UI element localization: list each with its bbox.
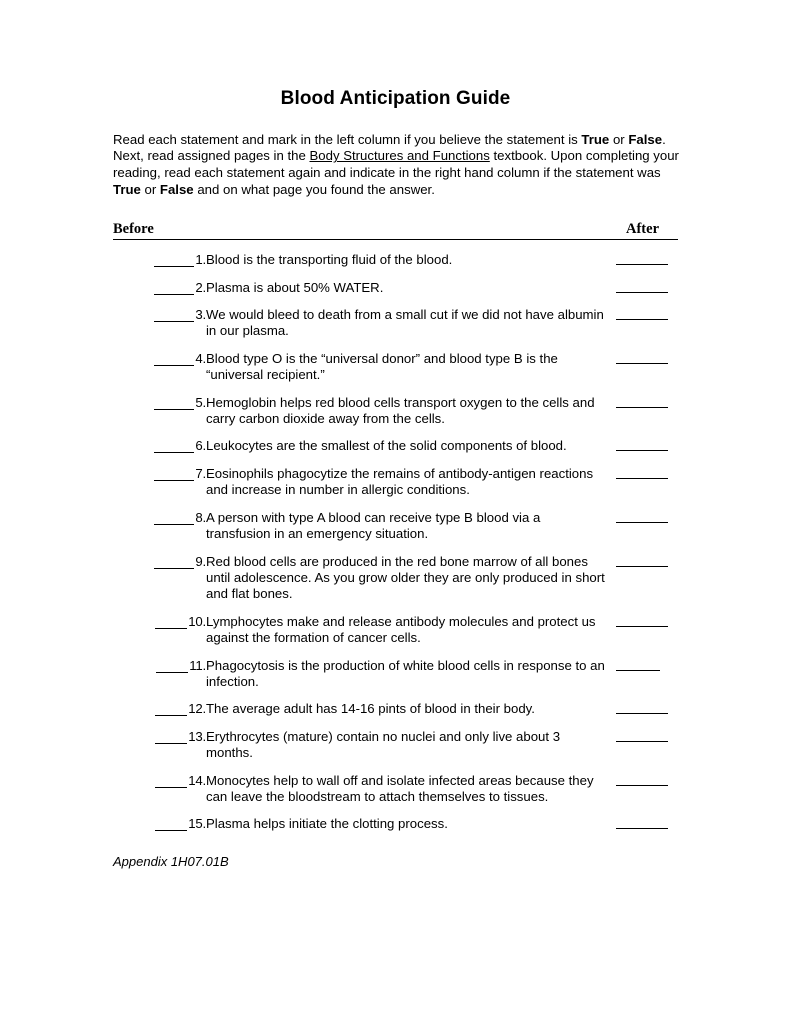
statement-text: Erythrocytes (mature) contain no nuclei and only live about 3 months. [206, 728, 561, 761]
item-number: 8. [195, 509, 206, 525]
page-content [113, 0, 678, 869]
before-answer-blank[interactable] [154, 310, 195, 322]
before-answer-blank[interactable] [154, 469, 195, 481]
after-answer-blank[interactable] [616, 363, 668, 364]
statement-text: Phagocytosis is the production of white blood cells in response to an infection. [206, 657, 605, 689]
table-row [113, 466, 678, 499]
appendix-footer: Appendix 1H07.01B [113, 853, 229, 869]
after-answer-cell[interactable] [616, 438, 678, 451]
before-answer-blank[interactable] [155, 732, 187, 744]
intro-text-5: or [140, 181, 160, 197]
statement-text: A person with type A blood can receive type B blood via a transfusion in an emergency situation. [206, 509, 541, 542]
statement-text: The average adult has 14-16 pints of blood in their body. [206, 701, 535, 717]
after-answer-cell[interactable] [616, 554, 678, 567]
after-answer-blank[interactable] [616, 670, 660, 671]
table-row [113, 729, 678, 762]
item-number: 5. [195, 394, 206, 410]
after-answer-blank[interactable] [616, 450, 668, 451]
intro-text-6: and on what page you found the answer. [193, 181, 435, 197]
after-answer-blank[interactable] [616, 292, 668, 293]
statement-text: Plasma helps initiate the clotting process. [206, 816, 448, 832]
after-answer-cell[interactable] [616, 701, 678, 714]
after-answer-blank[interactable] [616, 319, 668, 320]
before-answer-blank[interactable] [154, 255, 195, 267]
table-row [113, 351, 678, 384]
textbook-title: Body Structures and Functions [309, 148, 490, 164]
after-answer-blank[interactable] [616, 566, 668, 567]
intro-bold-false-1: False [628, 131, 663, 147]
after-answer-cell[interactable] [616, 395, 678, 408]
table-row [113, 280, 678, 296]
before-answer-blank[interactable] [154, 398, 195, 410]
intro-bold-true-2: True [113, 181, 141, 197]
item-number: 2. [195, 279, 206, 295]
before-answer-cell[interactable] [113, 252, 206, 268]
after-answer-blank[interactable] [616, 741, 668, 742]
item-number: 11. [189, 657, 206, 673]
before-answer-blank[interactable] [154, 441, 195, 453]
before-answer-cell[interactable] [113, 280, 206, 296]
after-answer-cell[interactable] [616, 252, 678, 265]
table-row [113, 773, 678, 806]
item-number: 1. [195, 252, 206, 268]
after-answer-cell[interactable] [616, 729, 678, 742]
statement-text: Leukocytes are the smallest of the solid components of blood. [206, 438, 567, 454]
intro-text-1: Read each statement and mark in the left column if you believe the statement is [113, 131, 582, 147]
after-answer-cell[interactable] [616, 614, 678, 627]
after-answer-cell[interactable] [616, 351, 678, 364]
statement-list [113, 252, 678, 833]
after-answer-cell[interactable] [616, 658, 678, 671]
before-answer-cell[interactable] [113, 395, 206, 411]
before-answer-cell[interactable] [113, 351, 206, 367]
after-answer-cell[interactable] [616, 816, 678, 829]
item-number: 4. [195, 350, 206, 366]
intro-text-2: or [609, 131, 629, 147]
statement-text: Hemoglobin helps red blood cells transport oxygen to the cells and carry carbon dioxide away from the cells. [206, 394, 595, 427]
statement-text: We would bleed to death from a small cut if we did not have albumin in our plasma. [206, 307, 604, 339]
after-answer-blank[interactable] [616, 478, 668, 479]
before-answer-cell[interactable] [113, 701, 206, 717]
before-answer-cell[interactable] [113, 466, 206, 482]
item-number: 14. [188, 772, 206, 788]
statement-text: Eosinophils phagocytize the remains of antibody-antigen reactions and increase in number in allergic conditions. [206, 465, 594, 498]
after-answer-cell[interactable] [616, 307, 678, 320]
before-answer-blank[interactable] [154, 283, 195, 295]
item-number: 15. [188, 816, 206, 832]
intro-bold-false-2: False [159, 181, 194, 197]
item-number: 13. [188, 728, 206, 744]
before-answer-cell[interactable] [113, 510, 206, 526]
after-answer-cell[interactable] [616, 773, 678, 786]
after-column-header: After [626, 221, 660, 238]
item-number: 7. [195, 465, 206, 481]
before-answer-cell[interactable] [113, 614, 206, 630]
before-answer-blank[interactable] [155, 776, 187, 788]
statement-text: Plasma is about 50% WATER. [206, 279, 384, 295]
before-answer-blank[interactable] [154, 513, 195, 525]
table-row [113, 395, 678, 428]
item-number: 6. [195, 438, 206, 454]
item-number: 12. [188, 701, 206, 717]
statement-text: Blood type O is the “universal donor” and blood type B is the “universal recipient.” [206, 350, 558, 383]
item-number: 9. [195, 553, 206, 569]
instructions-paragraph [113, 110, 680, 198]
table-row [113, 816, 678, 832]
before-answer-blank[interactable] [154, 557, 195, 569]
after-answer-blank[interactable] [616, 785, 668, 786]
before-answer-blank[interactable] [156, 661, 188, 673]
after-answer-cell[interactable] [616, 510, 678, 523]
intro-text-4: textbook. Upon completing your reading, read each statement again and indicate in the right hand column if the statement was [113, 148, 679, 181]
statement-text: Blood is the transporting fluid of the blood. [206, 252, 453, 268]
after-answer-blank[interactable] [616, 407, 668, 408]
before-answer-blank[interactable] [155, 819, 187, 831]
table-row [113, 554, 678, 603]
table-row [113, 658, 678, 691]
before-answer-cell[interactable] [113, 307, 206, 323]
column-header-row [113, 217, 678, 240]
before-answer-cell[interactable] [113, 729, 206, 745]
table-row [113, 614, 678, 647]
before-answer-cell[interactable] [113, 773, 206, 789]
after-answer-cell[interactable] [616, 280, 678, 293]
after-answer-cell[interactable] [616, 466, 678, 479]
intro-text-3: . Next, read assigned pages in the [113, 131, 666, 164]
table-row [113, 438, 678, 454]
before-answer-cell[interactable] [113, 438, 206, 454]
table-row [113, 252, 678, 268]
after-answer-blank[interactable] [616, 522, 668, 523]
before-answer-cell[interactable] [113, 816, 206, 832]
after-answer-blank[interactable] [616, 626, 668, 627]
after-answer-blank[interactable] [616, 713, 668, 714]
after-answer-blank[interactable] [616, 828, 668, 829]
page-title: Blood Anticipation Guide [280, 88, 511, 109]
after-answer-blank[interactable] [616, 264, 668, 265]
statement-text: Lymphocytes make and release antibody molecules and protect us against the formation of cancer cells. [206, 613, 596, 646]
before-answer-blank[interactable] [154, 354, 195, 366]
table-row [113, 701, 678, 717]
item-number: 3. [195, 307, 206, 323]
table-row [113, 307, 678, 340]
item-number: 10. [188, 613, 206, 629]
statement-text: Red blood cells are produced in the red bone marrow of all bones until adolescence. As you grow older they are only produced in short and flat bones. [206, 553, 605, 602]
before-answer-blank[interactable] [155, 617, 187, 629]
before-answer-cell[interactable] [113, 554, 206, 570]
before-answer-blank[interactable] [155, 704, 187, 716]
before-answer-cell[interactable] [113, 658, 206, 674]
table-row [113, 510, 678, 543]
intro-bold-true-1: True [581, 131, 610, 147]
before-column-header: Before [113, 221, 154, 238]
statement-text: Monocytes help to wall off and isolate infected areas because they can leave the bloodstream to attach themselves to tissues. [206, 772, 594, 804]
